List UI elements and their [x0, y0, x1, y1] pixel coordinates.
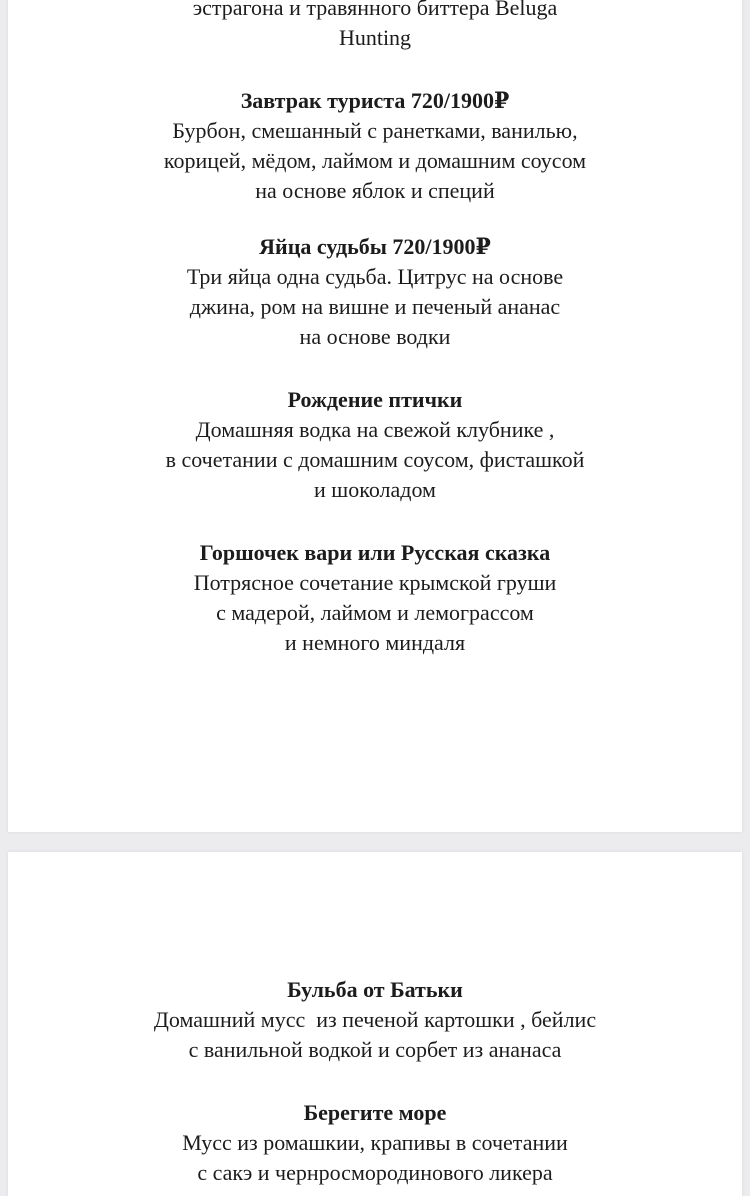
menu-item-description-line: Домашняя водка на свежой клубнике ,: [195, 417, 555, 442]
menu-item-title: Рождение птички: [287, 387, 463, 412]
menu-item-yaytsa-sudby: [8, 232, 742, 352]
menu-page-1: [8, 0, 742, 832]
menu-item-description-line: на основе яблок и специй: [255, 178, 495, 203]
menu-item-gorshochek-vari: [8, 538, 742, 658]
menu-item-zavtrak-turista: [8, 86, 742, 206]
menu-item-description-line: Потрясное сочетание крымской груши: [193, 570, 557, 595]
menu-item-title: Яйца судьбы 720/1900₽: [259, 234, 491, 259]
menu-item-description-line: корицей, мёдом, лаймом и домашним соусом: [163, 148, 587, 173]
menu-item-bulba-ot-batki: [8, 975, 742, 1065]
menu-item-description-line: с сакэ и чернросмородинового ликера: [197, 1160, 553, 1185]
menu-item-title: Берегите море: [303, 1100, 447, 1125]
menu-item-description-line: эстрагона и травянного биттера Beluga: [192, 0, 558, 20]
menu-item-title: Бульба от Батьки: [287, 977, 463, 1002]
menu-item-description-line: Бурбон, смешанный с ранетками, ванилью,: [172, 118, 578, 143]
menu-item-title: Завтрак туриста 720/1900₽: [240, 88, 510, 113]
menu-item-description-line: и шоколадом: [314, 477, 436, 502]
menu-page-2: [8, 852, 742, 1196]
menu-item-beregite-more: [8, 1098, 742, 1188]
menu-intro-continuation: [8, 0, 742, 53]
menu-item-description-line: на основе водки: [299, 324, 451, 349]
menu-item-description-line: Домашний мусс из печеной картошки , бейлис: [153, 1007, 597, 1032]
menu-item-description-line: Мусс из ромашкии, крапивы в сочетании: [182, 1130, 568, 1155]
menu-item-title: Горшочек вари или Русская сказка: [199, 540, 551, 565]
menu-item-description-line: Три яйца одна судьба. Цитрус на основе: [186, 264, 564, 289]
menu-item-description-line: с ванильной водкой и сорбет из ананаса: [188, 1037, 562, 1062]
menu-item-rozhdenie-ptichki: [8, 385, 742, 505]
menu-item-description-line: и немного миндаля: [284, 630, 466, 655]
menu-item-description-line: в сочетании с домашним соусом, фисташкой: [165, 447, 585, 472]
menu-item-description-line: джина, ром на вишне и печеный ананас: [189, 294, 561, 319]
menu-item-description-line: Hunting: [338, 25, 412, 50]
menu-item-description-line: с мадерой, лаймом и лемограссом: [216, 600, 534, 625]
